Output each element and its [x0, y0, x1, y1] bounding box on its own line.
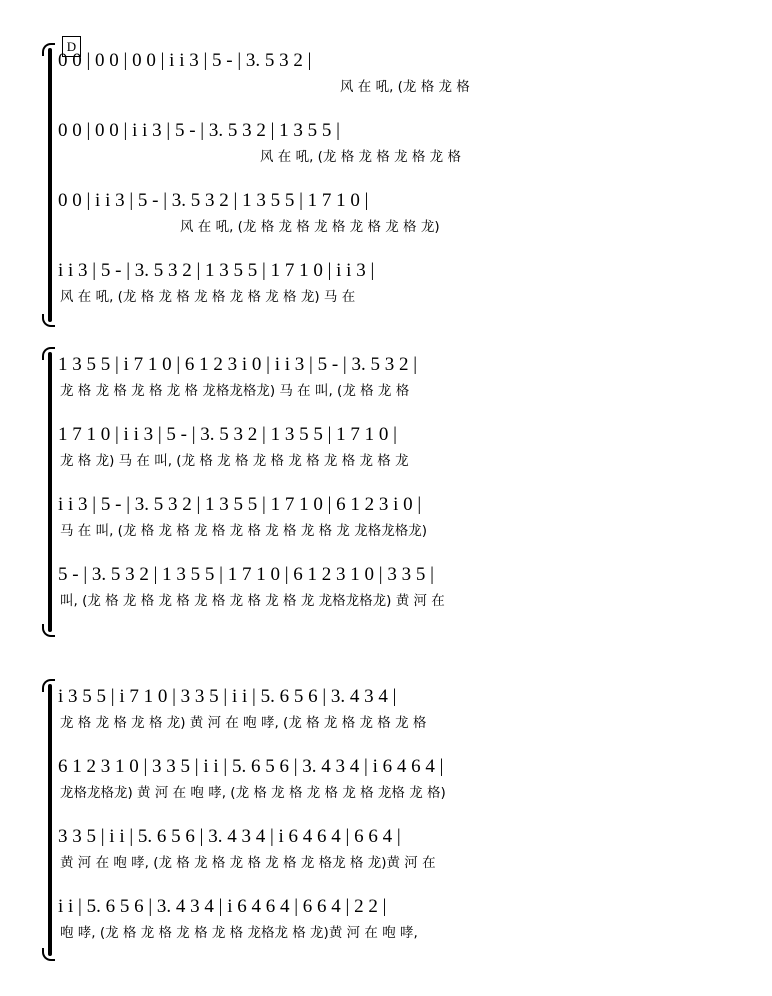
- lyrics-row: 风 在 吼, (龙 格 龙 格 龙 格 龙 格: [260, 149, 461, 165]
- notes-row: 1 7 1 0 | i i 3 | 5 - | 3. 5 3 2 | 1 3 5 5 | 1 7 1 0 |: [58, 424, 397, 445]
- lyrics-row: 风 在 吼, (龙 格 龙 格 龙 格 龙 格 龙 格 龙): [180, 219, 440, 235]
- notes-row: 0 0 | 0 0 | 0 0 | i i 3 | 5 - | 3. 5 3 2 |: [58, 50, 312, 71]
- system-1: [40, 44, 740, 324]
- lyrics-row: 叫, (龙 格 龙 格 龙 格 龙 格 龙 格 龙 格 龙 龙格龙格龙) 黄 河 在: [60, 593, 445, 609]
- staff-bass: [40, 558, 740, 628]
- lyrics-row: 咆 哮, (龙 格 龙 格 龙 格 龙 格 龙格龙 格 龙)黄 河 在 咆 哮,: [60, 925, 418, 941]
- lyrics-row: 马 在 叫, (龙 格 龙 格 龙 格 龙 格 龙 格 龙 格 龙 龙格龙格龙): [60, 523, 427, 539]
- staff-alto: [40, 418, 740, 488]
- notes-row: 1 3 5 5 | i 7 1 0 | 6 1 2 3 i 0 | i i 3 | 5 - | 3. 5 3 2 |: [58, 354, 418, 375]
- staff-tenor: [40, 184, 740, 254]
- staff-alto: [40, 114, 740, 184]
- lyrics-row: 风 在 吼, (龙 格 龙 格 龙 格 龙 格 龙 格 龙) 马 在: [60, 289, 356, 305]
- staff-bass: [40, 890, 740, 960]
- system-3: [40, 680, 740, 960]
- notes-row: 0 0 | 0 0 | i i 3 | 5 - | 3. 5 3 2 | 1 3 5 5 |: [58, 120, 340, 141]
- rehearsal-mark-d: D: [62, 36, 81, 57]
- lyrics-row: 龙 格 龙) 马 在 叫, (龙 格 龙 格 龙 格 龙 格 龙 格 龙 格 龙: [60, 453, 409, 469]
- staff-alto: [40, 750, 740, 820]
- lyrics-row: 龙 格 龙 格 龙 格 龙 格 龙格龙格龙) 马 在 叫, (龙 格 龙 格: [60, 383, 410, 399]
- notes-row: i i | 5. 6 5 6 | 3. 4 3 4 | i 6 4 6 4 | 6 6 4 | 2 2 |: [58, 896, 387, 917]
- notes-row: i i 3 | 5 - | 3. 5 3 2 | 1 3 5 5 | 1 7 1 0 | i i 3 |: [58, 260, 375, 281]
- notes-row: 5 - | 3. 5 3 2 | 1 3 5 5 | 1 7 1 0 | 6 1 2 3 1 0 | 3 3 5 |: [58, 564, 434, 585]
- staff-soprano: [40, 680, 740, 750]
- staff-soprano: [40, 348, 740, 418]
- notes-row: i 3 5 5 | i 7 1 0 | 3 3 5 | i i | 5. 6 5 6 | 3. 4 3 4 |: [58, 686, 397, 707]
- notes-row: 3 3 5 | i i | 5. 6 5 6 | 3. 4 3 4 | i 6 4 6 4 | 6 6 4 |: [58, 826, 401, 847]
- notes-row: i i 3 | 5 - | 3. 5 3 2 | 1 3 5 5 | 1 7 1 0 | 6 1 2 3 i 0 |: [58, 494, 422, 515]
- system-2: [40, 348, 740, 628]
- lyrics-row: 龙格龙格龙) 黄 河 在 咆 哮, (龙 格 龙 格 龙 格 龙 格 龙格 龙 格): [60, 785, 446, 801]
- lyrics-row: 黄 河 在 咆 哮, (龙 格 龙 格 龙 格 龙 格 龙 格龙 格 龙)黄 河 在: [60, 855, 436, 871]
- lyrics-row: 风 在 吼, (龙 格 龙 格: [340, 79, 470, 95]
- notes-row: 6 1 2 3 1 0 | 3 3 5 | i i | 5. 6 5 6 | 3. 4 3 4 | i 6 4 6 4 |: [58, 756, 444, 777]
- staff-tenor: [40, 820, 740, 890]
- staff-tenor: [40, 488, 740, 558]
- lyrics-row: 龙 格 龙 格 龙 格 龙) 黄 河 在 咆 哮, (龙 格 龙 格 龙 格 龙 格: [60, 715, 427, 731]
- staff-bass: [40, 254, 740, 324]
- staff-soprano: [40, 44, 740, 114]
- notes-row: 0 0 | i i 3 | 5 - | 3. 5 3 2 | 1 3 5 5 | 1 7 1 0 |: [58, 190, 369, 211]
